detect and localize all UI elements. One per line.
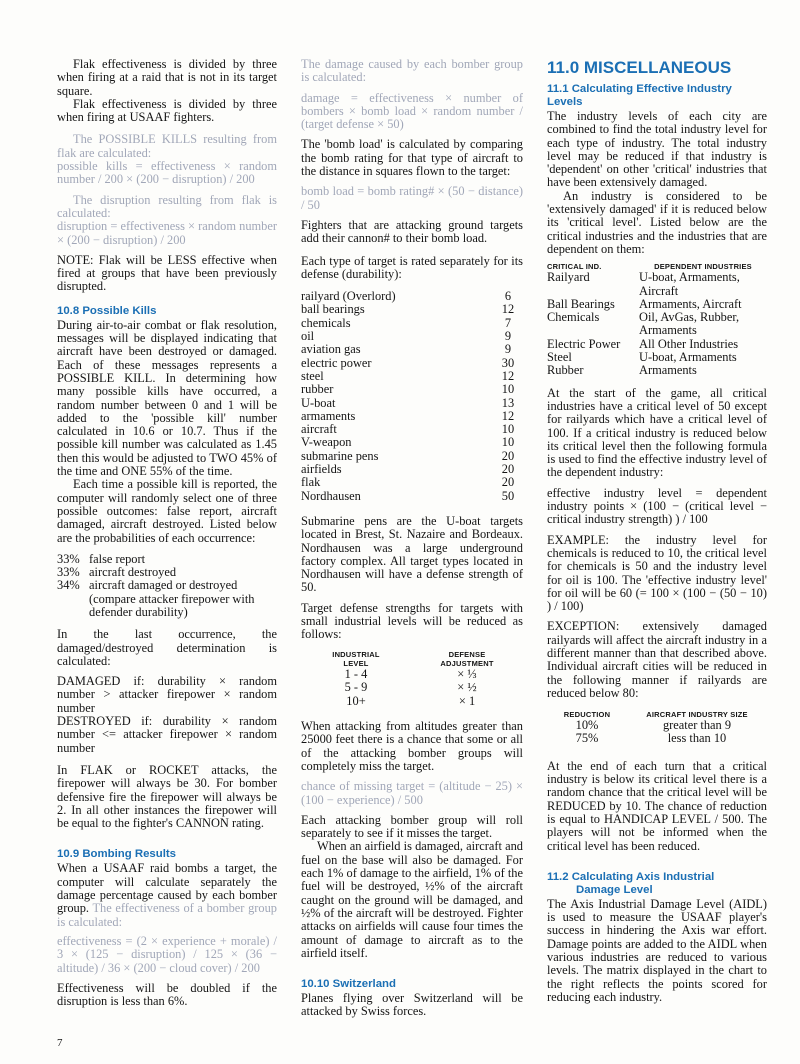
target-defense: 12 (501, 408, 515, 423)
target-defense-table (301, 290, 523, 503)
target-defense: 9 (504, 329, 512, 344)
paragraph: The POSSIBLE KILLS resulting from flak are calculated: (57, 132, 277, 160)
section-heading-11-1: 11.1 Calculating Effective Industry Levels (547, 83, 732, 108)
table-row (301, 423, 523, 436)
target-defense: 10 (501, 435, 515, 450)
target-name: airfields (301, 462, 342, 477)
formula: effective industry level = dependent industry points × (100 − (critical level − critical industry strength) ) / 100 (547, 485, 767, 527)
formula: DESTROYED if: durability × random number <= attacker firepower × random number (57, 714, 277, 755)
table-row (301, 290, 523, 303)
target-defense: 13 (501, 395, 515, 410)
section-heading-10-10: 10.10 Switzerland (301, 978, 396, 991)
paragraph: The damage caused by each bomber group is calculated: (301, 57, 523, 85)
paragraph: Effectiveness will be doubled if the disruption is less than 6%. (57, 980, 277, 1009)
table-row (301, 450, 523, 463)
paragraph: Each time a possible kill is reported, the computer will randomly select one of three possible outcomes: false report, aircraft damaged, aircraft destroyed. Listed below are the probabilities of each occurrence: (57, 477, 277, 545)
reduction-table (547, 710, 767, 746)
paragraph: The industry levels of each city are combined to find the total industry level for each type of industry. The total industry level may be reduced if that industry is 'dependent' on other 'critical' industries that have been extensively damaged. (547, 109, 767, 190)
table-row: 1 - 4 × ⅓ (344, 666, 477, 681)
dependent-industries: Armaments, Aircraft (639, 296, 742, 311)
paragraph: EXCEPTION: extensively damaged railyards will affect the aircraft industry in a different manner than that described above. Individual aircraft cities will be reduced in the following manner if railyards are reduced below 80: (547, 619, 767, 700)
paragraph: Flak effectiveness is divided by three when firing at USAAF fighters. (57, 96, 277, 125)
target-name: ball bearings (301, 302, 365, 317)
section-heading-10-8: 10.8 Possible Kills (57, 304, 157, 317)
target-name: electric power (301, 355, 372, 370)
dependent-industries: Armaments (639, 363, 697, 378)
target-name: railyard (Overlord) (301, 289, 396, 304)
column-header: REDUCTION (563, 710, 611, 720)
paragraph: Planes flying over Switzerland will be attacked by Swiss forces. (301, 991, 523, 1019)
paragraph: At the end of each turn that a critical industry is below its critical level there is a random chance that the critical level will be REDUCED by 10. The chance of reduction is equal to HANDICAP LEVEL / 500. The players will not be informed when the critical level has been reduced. (547, 758, 767, 853)
target-name: aircraft (301, 422, 337, 437)
target-defense: 20 (501, 462, 515, 477)
paragraph: When an airfield is damaged, aircraft and fuel on the base will also be damaged. For each 1% of damage to the airfield, 1% of the fuel will be destroyed, ½% of the aircraft caught on the ground will be damaged, and ½% of the aircraft will be destroyed. Fighter attacks on airfields will cause four times the amount of damage to aircraft as to the airfield itself. (301, 839, 523, 960)
target-defense: 10 (501, 422, 515, 437)
paragraph: An industry is considered to be 'extensively damaged' if it is reduced below its 'critical level'. Listed below are the critical industries and the industries that are dependent on them: (547, 188, 767, 256)
paragraph: Target defense strengths for targets with small industrial levels will be reduced as follows: (301, 600, 523, 642)
paragraph: The Axis Industrial Damage Level (AIDL) is used to measure the USAAF player's success in hindering the Axis war effort. Damage points are added to the AIDL when various industries are reduced to various levels. The matrix displayed in the chart to the right reflects the points scored for reducing each industry. (547, 896, 767, 1004)
target-name: aviation gas (301, 342, 361, 357)
column-1 (57, 58, 277, 1015)
target-name: flak (301, 475, 321, 490)
formula: DAMAGED if: durability × random number > attacker firepower × random number (57, 674, 277, 715)
target-defense: 20 (501, 448, 515, 463)
list-item: 33% false report (57, 551, 146, 566)
probability-list (57, 553, 277, 619)
table-row (547, 364, 767, 377)
table-header (301, 650, 523, 668)
target-name: submarine pens (301, 448, 379, 463)
dependent-industries: U-boat, Armaments, Aircraft (639, 270, 740, 298)
table-row (301, 397, 523, 410)
paragraph: Fighters that are attacking ground targets add their cannon# to their bomb load. (301, 217, 523, 246)
table-row (301, 330, 523, 343)
column-header: DEPENDENT INDUSTRIES (654, 262, 752, 272)
column-header: AIRCRAFT INDUSTRY SIZE (646, 710, 748, 720)
paragraph: Each type of target is rated separately for its defense (durability): (301, 253, 523, 281)
table-row (301, 383, 523, 396)
target-defense: 50 (501, 488, 515, 503)
column-header: CRITICAL IND. (547, 262, 602, 272)
paragraph: Flak effectiveness is divided by three when firing at a raid that is not in its target square. (57, 57, 277, 98)
table-row: 10+ × 1 (346, 693, 476, 708)
paragraph: When attacking from altitudes greater than 25000 feet there is a chance that some or all of the attacking bomber groups will completely miss the target. (301, 719, 523, 773)
list-item: 33% aircraft destroyed (57, 565, 177, 580)
table-row (301, 476, 523, 489)
table-row (301, 436, 523, 449)
target-name: Nordhausen (301, 488, 361, 503)
paragraph: EXAMPLE: the industry level for chemicals is reduced to 10, the critical level for chemicals is 50 and the industry level for oil is 100. The 'effective industry level' for oil will be 60 (= 100 × (100 − (50 − 10) ) / 100) (547, 532, 767, 614)
target-defense: 10 (501, 382, 515, 397)
target-defense: 12 (501, 368, 515, 383)
paragraph: The 'bomb load' is calculated by comparing the bomb rating for that type of aircraft to the distance in squares flown to the target: (301, 137, 523, 179)
critical-industry: Ball Bearings (547, 296, 615, 311)
chapter-heading: 11.0 MISCELLANEOUS (547, 58, 732, 77)
target-defense: 9 (504, 342, 512, 357)
table-row: 10% greater than 9 (575, 718, 732, 733)
paragraph: In the last occurrence, the damaged/destroyed determination is calculated: (57, 627, 277, 668)
target-defense: 7 (504, 315, 512, 330)
target-defense: 12 (501, 302, 515, 317)
note: NOTE: Flak will be LESS effective when fired at groups that have been previously disrupted. (57, 252, 277, 294)
paragraph: Each attacking bomber group will roll separately to see if it misses the target. (301, 812, 523, 841)
target-name: armaments (301, 408, 356, 423)
dependent-industries: Oil, AvGas, Rubber, Armaments (639, 310, 740, 338)
column-2 (301, 58, 523, 1026)
formula: bomb load = bomb rating# × (50 − distance) / 50 (301, 184, 523, 212)
paragraph: In FLAK or ROCKET attacks, the firepower will always be 30. For bomber defensive fire the firepower will always be 2. In all other instances the firepower will be equal to the fighter's CANNON rating. (57, 762, 277, 831)
dependent-industries: U-boat, Armaments (639, 350, 737, 365)
paragraph: At the start of the game, all critical industries have a critical level of 50 except for railyards which have a critical level of 100. If a critical industry is reduced below its critical level then the following formula is used to find the effective industry level of the dependent industry: (547, 385, 767, 480)
critical-industry: Steel (547, 350, 572, 365)
table-row (301, 370, 523, 383)
table-row (301, 490, 523, 503)
industrial-level-table (301, 650, 523, 709)
formula: effectiveness = (2 × experience + morale) / 3 × (125 − disruption) / 125 × (36 − altitude) / 36 × (200 − cloud cover) / 200 (57, 933, 277, 975)
table-row (301, 410, 523, 423)
target-name: chemicals (301, 315, 351, 330)
formula: chance of missing target = (altitude − 25) × (100 − experience) / 500 (301, 779, 523, 807)
formula: possible kills = effectiveness × random number / 200 × (200 − disruption) / 200 (57, 159, 277, 187)
target-defense: 30 (501, 355, 515, 370)
table-row: 5 - 9 × ½ (344, 680, 477, 695)
column-header: DEFENSE ADJUSTMENT (440, 649, 494, 668)
target-name: V-weapon (301, 435, 352, 450)
critical-industry: Rubber (547, 363, 584, 378)
list-item: 34% aircraft damaged or destroyed (compare attacker firepower with defender durability) (57, 578, 255, 619)
paragraph: The disruption resulting from flak is calculated: (57, 192, 277, 220)
page-number: 7 (57, 1037, 63, 1049)
table-row (547, 298, 767, 311)
column-3 (547, 58, 767, 1011)
paragraph: Submarine pens are the U-boat targets located in Brest, St. Nazaire and Bordeaux. Nordhausen was a large underground factory complex. All target types located in Nordhausen will have a defense strength of 50. (301, 513, 523, 595)
target-name: U-boat (301, 395, 336, 410)
section-heading-10-9: 10.9 Bombing Results (57, 848, 176, 861)
target-defense: 20 (501, 475, 515, 490)
target-name: oil (301, 329, 315, 344)
section-heading-11-2: 11.2 Calculating Axis Industrial Damage Level (547, 870, 715, 896)
formula: disruption = effectiveness × random number × (200 − disruption) / 200 (57, 219, 277, 247)
table-row (301, 463, 523, 476)
critical-industries-table (547, 262, 767, 377)
column-header: INDUSTRIAL LEVEL (332, 649, 380, 668)
table-row (301, 317, 523, 330)
paragraph: When a USAAF raid bombs a target, the computer will calculate separately the damage percentage caused by each bomber group. The effectiveness of a bomber group is calculated: (57, 861, 277, 929)
table-row (301, 303, 523, 316)
table-row (547, 351, 767, 364)
critical-industry: Electric Power (547, 336, 621, 351)
table-row (547, 338, 767, 351)
dependent-industries: All Other Industries (639, 336, 739, 351)
table-row (547, 311, 767, 338)
table-row (301, 357, 523, 370)
target-name: steel (301, 368, 324, 383)
table-row (547, 271, 767, 298)
formula: damage = effectiveness × number of bombers × bomb load × random number / (target defense × 50) (301, 90, 523, 132)
paragraph: During air-to-air combat or flak resolution, messages will be displayed indicating that aircraft have been destroyed or damaged. Each of these messages represents a POSSIBLE KILL. In determining how many possible kills have occurred, a random number between 0 and 1 will be added to the 'possible kill' number calculated in 10.6 or 10.7. Thus if the possible kill number was calculated as 1.45 then this would be adjusted to TWO 45% of the time and ONE 55% of the time. (57, 317, 277, 479)
critical-industry: Railyard (547, 270, 590, 285)
table-row (301, 343, 523, 356)
target-name: rubber (301, 382, 334, 397)
critical-industry: Chemicals (547, 310, 600, 325)
target-defense: 6 (504, 289, 512, 304)
table-row: 75% less than 10 (575, 731, 727, 746)
